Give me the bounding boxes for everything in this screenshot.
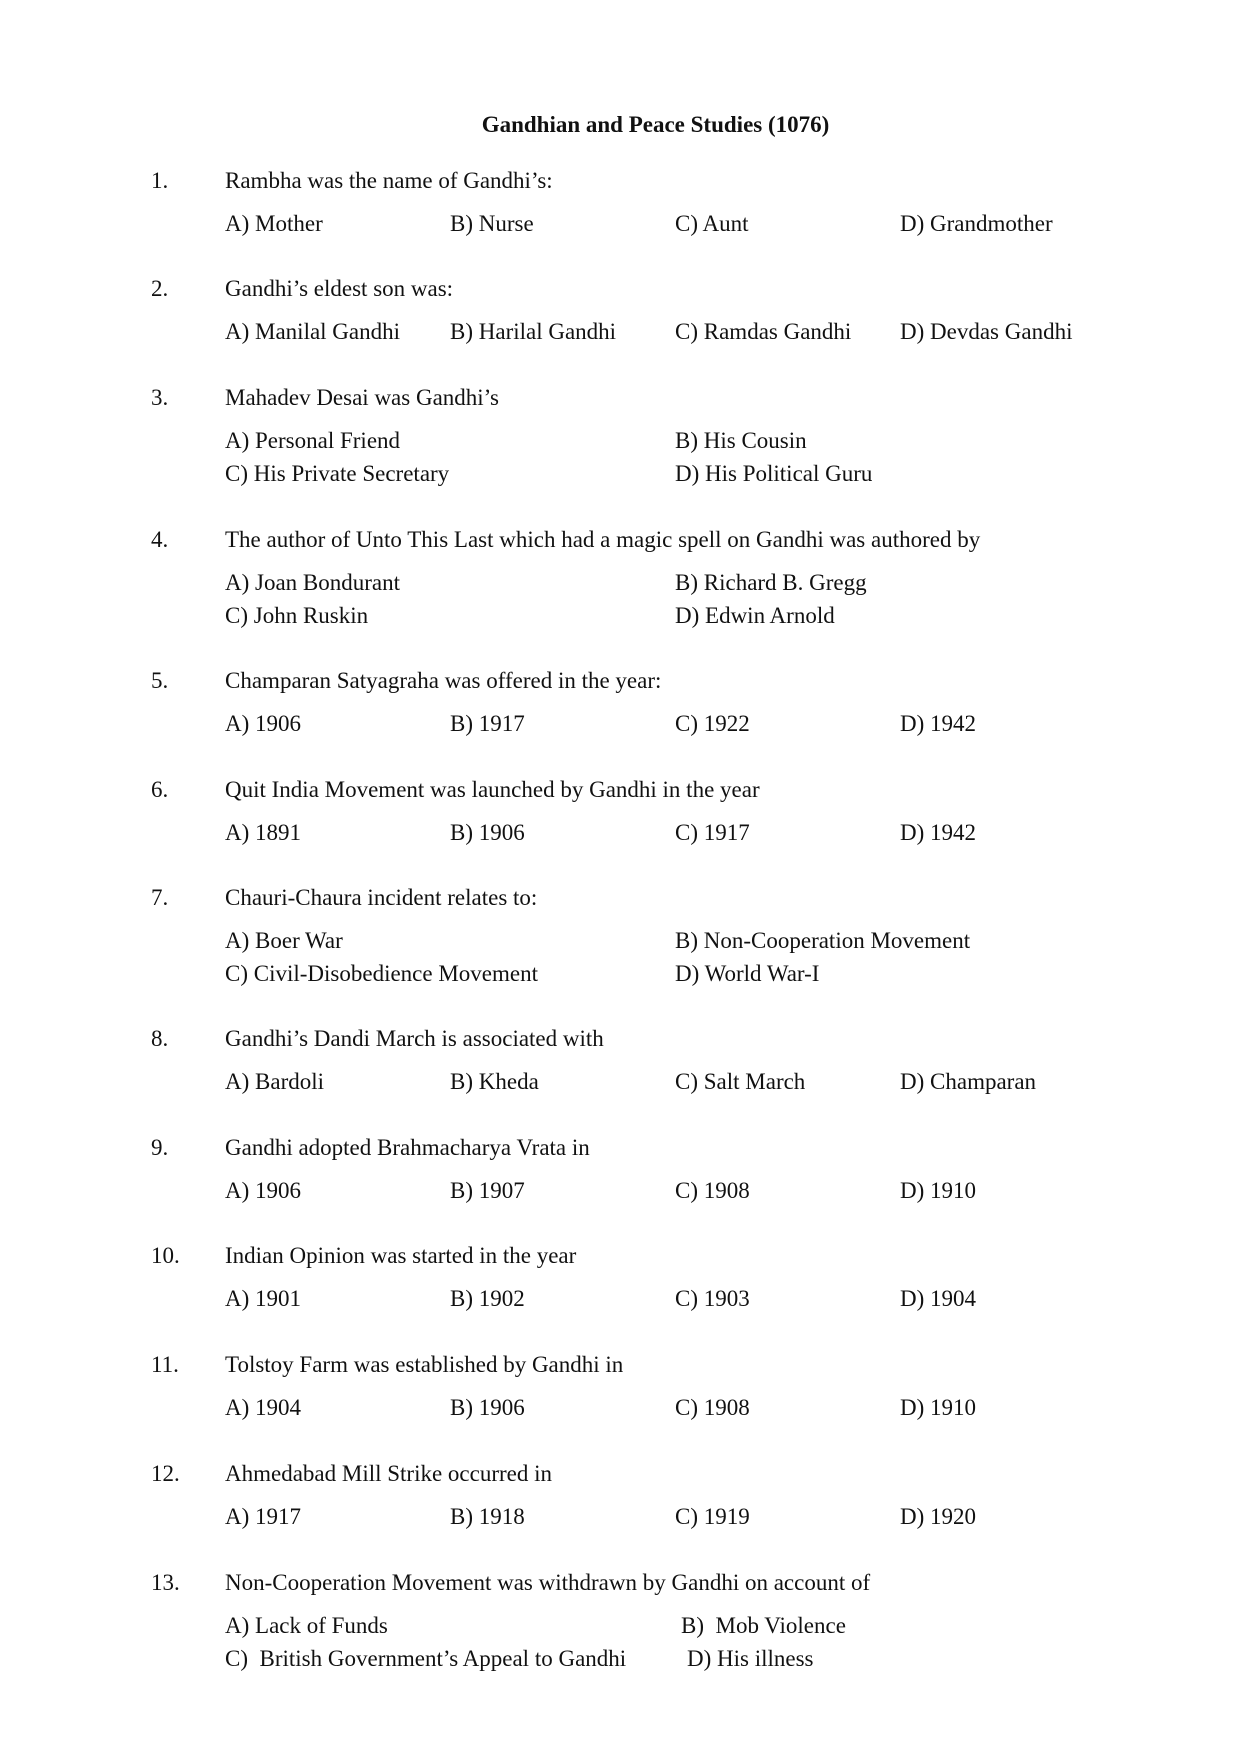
option-a: A) 1891	[225, 820, 302, 845]
question-text: Indian Opinion was started in the year	[225, 1243, 577, 1268]
option-c: C) Ramdas Gandhi	[675, 319, 852, 344]
option-c: C) 1903	[675, 1286, 750, 1311]
question-number: 7.	[151, 885, 169, 910]
option-c: C) 1917	[675, 820, 750, 845]
option-a: A) Joan Bondurant	[225, 570, 401, 595]
option-a: A) Lack of Funds	[225, 1613, 388, 1638]
option-b: B) 1918	[450, 1504, 525, 1529]
option-a: A) Manilal Gandhi	[225, 319, 401, 344]
question-text: Gandhi adopted Brahmacharya Vrata in	[225, 1135, 590, 1160]
option-d: D) His illness	[687, 1646, 814, 1671]
option-d: D) Devdas Gandhi	[900, 319, 1073, 344]
question-text: Chauri-Chaura incident relates to:	[225, 885, 538, 910]
option-d: D) 1910	[900, 1178, 977, 1203]
option-a: A) Personal Friend	[225, 428, 401, 453]
option-b: B) Harilal Gandhi	[450, 319, 617, 344]
option-d: D) 1942	[900, 711, 977, 736]
option-d: D) Edwin Arnold	[675, 603, 835, 628]
option-b: B) Kheda	[450, 1069, 539, 1094]
question-text: Non-Cooperation Movement was withdrawn by Gandhi on account of	[225, 1570, 871, 1595]
option-b: B) Mob Violence	[681, 1613, 846, 1638]
question-number: 1.	[151, 168, 169, 193]
question-number: 9.	[151, 1135, 169, 1160]
option-c: C) Civil-Disobedience Movement	[225, 961, 538, 986]
question-number: 8.	[151, 1026, 169, 1051]
option-d: D) 1910	[900, 1395, 977, 1420]
option-b: B) 1906	[450, 1395, 525, 1420]
option-b: B) Richard B. Gregg	[675, 570, 867, 595]
question-text: Champaran Satyagraha was offered in the year:	[225, 668, 662, 693]
option-d: D) 1942	[900, 820, 977, 845]
option-c: C) Aunt	[675, 211, 749, 236]
option-b: B) Nurse	[450, 211, 534, 236]
option-b: B) Non-Cooperation Movement	[675, 928, 971, 953]
option-a: A) 1917	[225, 1504, 302, 1529]
question-text: Gandhi’s Dandi March is associated with	[225, 1026, 604, 1051]
question-number: 5.	[151, 668, 169, 693]
option-c: C) Salt March	[675, 1069, 806, 1094]
option-b: B) 1907	[450, 1178, 525, 1203]
question-text: Tolstoy Farm was established by Gandhi in	[225, 1352, 624, 1377]
option-c: C) His Private Secretary	[225, 461, 450, 486]
option-d: D) Grandmother	[900, 211, 1053, 236]
option-c: C) 1908	[675, 1395, 750, 1420]
option-d: D) World War-I	[675, 961, 820, 986]
option-a: A) 1906	[225, 1178, 302, 1203]
option-d: D) 1904	[900, 1286, 977, 1311]
option-d: D) 1920	[900, 1504, 977, 1529]
question-number: 11.	[151, 1352, 179, 1377]
question-number: 3.	[151, 385, 169, 410]
option-b: B) 1902	[450, 1286, 525, 1311]
option-a: A) 1906	[225, 711, 302, 736]
option-a: A) 1901	[225, 1286, 302, 1311]
option-a: A) Boer War	[225, 928, 343, 953]
question-number: 13.	[151, 1570, 180, 1595]
question-text: Mahadev Desai was Gandhi’s	[225, 385, 500, 410]
question-text: Gandhi’s eldest son was:	[225, 276, 454, 301]
option-c: C) British Government’s Appeal to Gandhi	[225, 1646, 627, 1671]
question-number: 2.	[151, 276, 169, 301]
option-c: C) 1919	[675, 1504, 750, 1529]
question-number: 10.	[151, 1243, 180, 1268]
option-b: B) His Cousin	[675, 428, 807, 453]
page-title: Gandhian and Peace Studies (1076)	[481, 112, 830, 137]
option-a: A) 1904	[225, 1395, 302, 1420]
option-d: D) His Political Guru	[675, 461, 873, 486]
option-a: A) Bardoli	[225, 1069, 325, 1094]
question-number: 12.	[151, 1461, 180, 1486]
question-number: 6.	[151, 777, 169, 802]
option-c: C) 1908	[675, 1178, 750, 1203]
question-text: The author of Unto This Last which had a magic spell on Gandhi was authored by	[225, 527, 981, 552]
option-b: B) 1917	[450, 711, 525, 736]
option-b: B) 1906	[450, 820, 525, 845]
option-c: C) John Ruskin	[225, 603, 369, 628]
question-text: Rambha was the name of Gandhi’s:	[225, 168, 553, 193]
option-a: A) Mother	[225, 211, 323, 236]
question-text: Ahmedabad Mill Strike occurred in	[225, 1461, 553, 1486]
question-text: Quit India Movement was launched by Gandhi in the year	[225, 777, 760, 802]
option-c: C) 1922	[675, 711, 750, 736]
option-d: D) Champaran	[900, 1069, 1037, 1094]
question-number: 4.	[151, 527, 169, 552]
